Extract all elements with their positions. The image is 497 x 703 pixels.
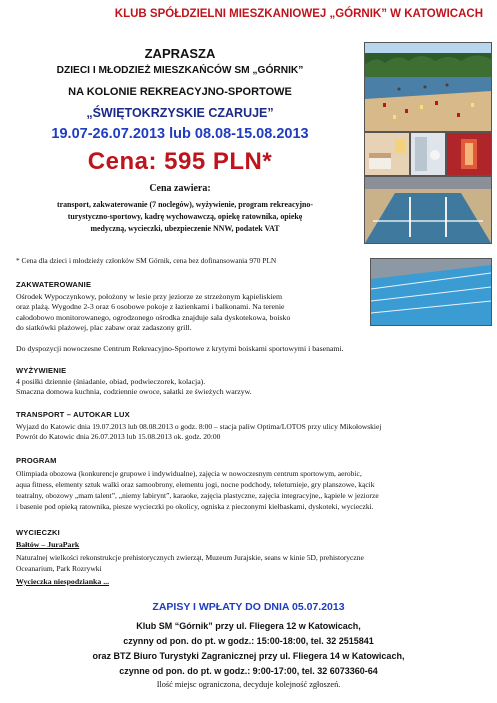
signup-btz-hours: czynne od pon. do pt. w godz.: 9:00-17:00, tel. 32 6073360-64 — [119, 666, 378, 676]
bathroom-photo — [410, 132, 446, 176]
price-label: Cena: 595 PLN* — [87, 148, 273, 175]
section-title-accommodation: ZAKWATEROWANIE — [16, 280, 92, 289]
signup-btz-address: oraz BTZ Biuro Turystyki Zagranicznej przy ul. Fliegera 14 w Katowicach, — [92, 651, 405, 661]
trip-surprise-link[interactable]: Wycieczka niespodzianka ... — [16, 577, 110, 586]
lake-beach-photo — [364, 42, 492, 132]
signup-heading: ZAPISY I WPŁATY DO DNIA 05.07.2013 — [152, 601, 345, 613]
section-title-program: PROGRAM — [16, 456, 57, 465]
program-text: Olimpiada obozowa (konkurencje grupowe i indywidualne), zajęcia w nowoczesnym centrum sportowym, aerobic, aqua fitness, elementy sztuk walki oraz samoobrony, elementu jogi, nocne podchody, teleturnieje, gry planszowe, kącik teatralny, obozowy „mam talent”, „niemy labirynt”, karaoke, zajęcia plastyczne, zajęcia integracyjne,, kąpiele w jeziorze i basenie pod opieką ratownika, piesze wycieczki po okolicy, ogniska z pieczonymi kiełbaskami, dyskoteki, wycieczki. — [16, 469, 379, 511]
food-text: 4 posiłki dziennie (śniadanie, obiad, podwieczorek, kolacja). Smaczna domowa kuchnia, codziennie owoce, sałatki ze świeżych warzyw. — [16, 377, 252, 397]
camp-type: NA KOLONIE REKREACYJNO-SPORTOWE — [68, 86, 292, 98]
accommodation-text: Ośrodek Wypoczynkowy, położony w lesie przy jeziorze ze strzeżonym kąpieliskiem oraz plażą. Wygodne 2-3 oraz 6 osobowe pokoje z łazienkami i balkonami. Na terenie całodobowo monitorowanego, ogrodzonego ośrodka znajduje sala dyskotekowa, boisko do siatkówki plażowej, plac zabaw oraz zadaszony grill. — [16, 292, 291, 333]
club-header: KLUB SPÓŁDZIELNI MIESZKANIOWEJ „GÓRNIK” W KATOWICACH — [114, 8, 483, 20]
signup-club-address: Klub SM “Górnik” przy ul. Fliegera 12 w Katowicach, — [136, 621, 361, 631]
camp-name: „ŚWIĘTOKRZYSKIE CZARUJE” — [86, 106, 274, 120]
invite-heading: ZAPRASZA — [144, 46, 216, 61]
corridor-photo — [446, 132, 492, 176]
signup-note: Ilość miejsc ograniczona, decyduje kolejność zgłoszeń. — [156, 680, 341, 689]
signup-club-hours: czynny od pon. do pt. w godz.: 15:00-18:00, tel. 32 2515841 — [123, 636, 374, 646]
includes-list: transport, zakwaterowanie (7 noclegów), wyżywienie, program rekreacyjno- turystyczno-sportowy, kadrę wychowawczą, opiekę ratownika, opiekę medyczną, wycieczki, ubezpieczenie NNW, podatek VAT — [56, 200, 314, 234]
section-title-food: WYŻYWIENIE — [16, 366, 67, 375]
trip-baltow-link[interactable]: Bałtów – JuraPark — [16, 540, 80, 549]
target-audience: DZIECI I MŁODZIEŻ MIESZKAŃCÓW SM „GÓRNIK” — [56, 65, 304, 76]
price-footnote: * Cena dla dzieci i młodzieży członków SM Górnik, cena bez dofinansowania 970 PLN — [16, 256, 277, 265]
section-title-transport: TRANSPORT – AUTOKAR LUX — [16, 410, 130, 419]
trips-text: Naturalnej wielkości rekonstrukcje prehistorycznych zwierząt, Muzeum Jurajskie, seans w kinie 5D, prehistoryczne Oceanarium, Park Rozrywki — [16, 553, 364, 573]
section-title-trips: WYCIECZKI — [16, 528, 60, 537]
includes-heading: Cena zawiera: — [149, 183, 211, 194]
transport-text: Wyjazd do Katowic dnia 19.07.2013 lub 08.08.2013 o godz. 8:00 – stacja paliw Optima/LOTOS przy ulicy Mikołowskiej Powrót do Katowic dnia 26.07.2013 lub 15.08.2013 ok. godz. 20:00 — [16, 422, 382, 442]
sports-hall-photo — [364, 176, 492, 244]
accommodation-extra: Do dyspozycji nowoczesne Centrum Rekreacyjno-Sportowe z krytymi boiskami sportowymi i basenami. — [16, 344, 344, 353]
room-photo — [364, 132, 410, 176]
camp-dates: 19.07-26.07.2013 lub 08.08-15.08.2013 — [51, 126, 309, 142]
pool-photo — [370, 258, 492, 326]
